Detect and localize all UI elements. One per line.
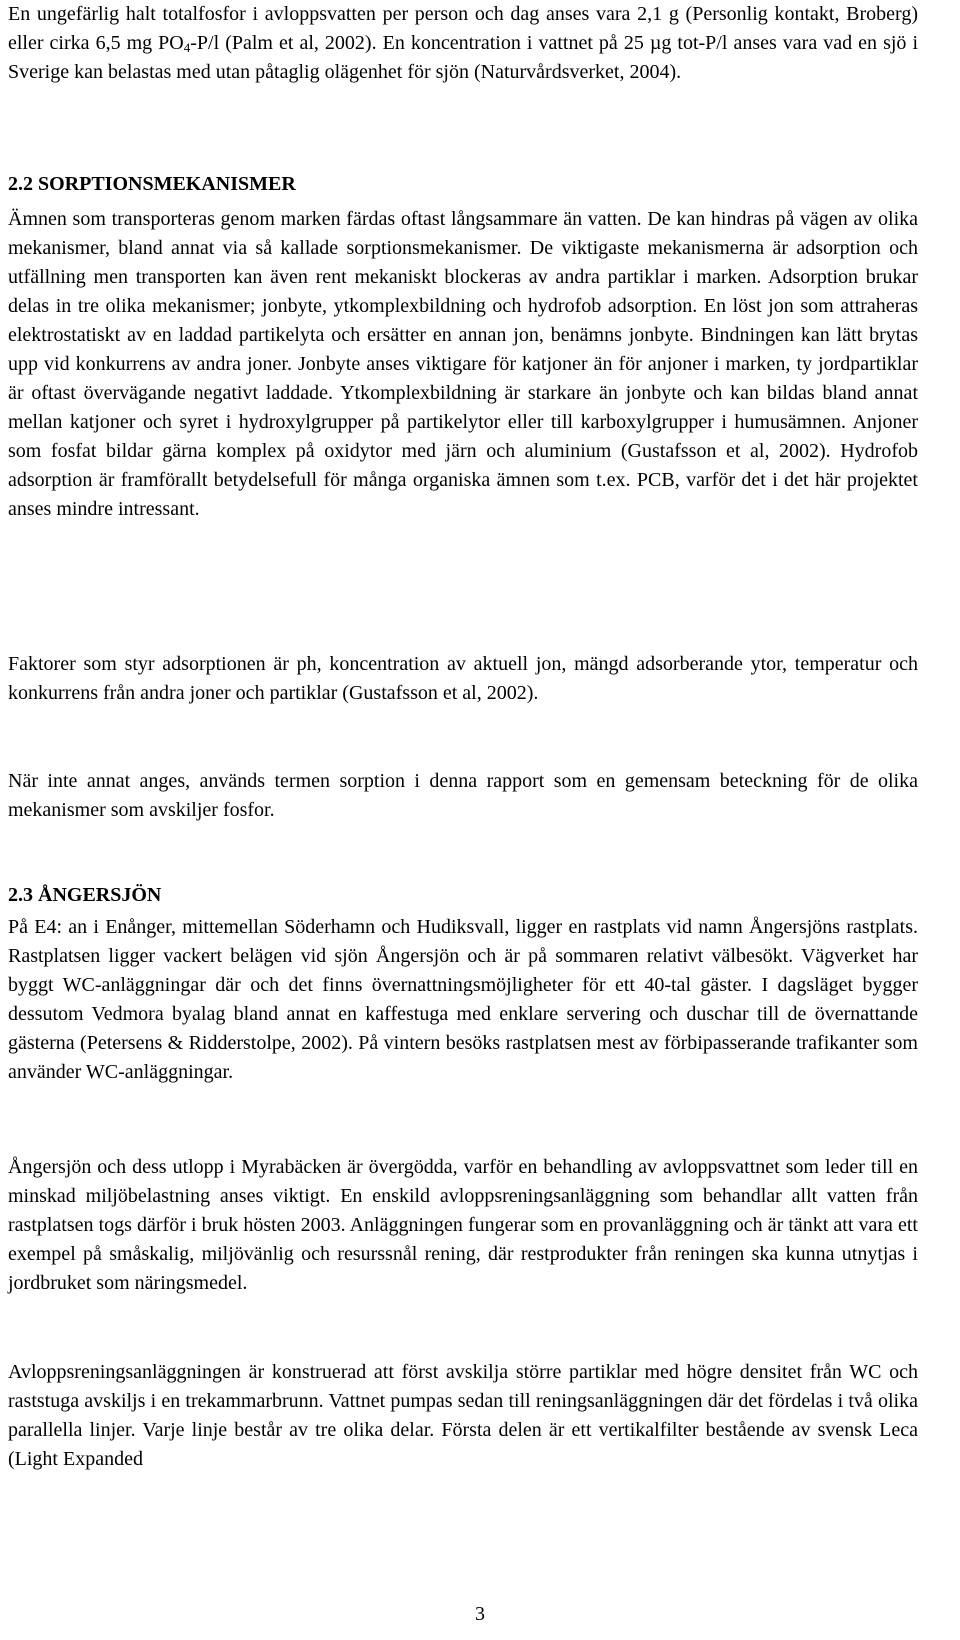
intro-text-part1: En ungefärlig halt totalfosfor i avloppsvatten per person och dag anses vara 2,1 g (Personlig kontakt, Broberg) eller cirka 6,5 mg PO bbox=[8, 3, 918, 54]
paragraph-sorptionsmekanismer: Ämnen som transporteras genom marken färdas oftast långsammare än vatten. De kan hindras på vägen av olika mekanismer, bland annat via så kallade sorptionsmekanismer. De viktigaste mekanismerna är adsorption och utfällning men transporten kan även rent mekaniskt blockeras av andra partiklar i marken. Adsorption brukar delas in tre olika mekanismer; jonbyte, ytkomplexbildning och hydrofob adsorption. En löst jon som attraheras elektrostatiskt av en laddad partikelyta och ersätter en annan jon, benämns jonbyte. Bindningen kan lätt brytas upp vid konkurrens av andra joner. Jonbyte anses viktigare för katjoner än för anjoner i marken, ty jordpartiklar är oftast övervägande negativt laddade. Ytkomplexbildning är starkare än jonbyte och kan bildas bland annat mellan katjoner och syret i hydroxylgrupper på partikelytor eller till karboxylgrupper i humusämnen. Anjoner som fosfat bildar gärna komplex på oxidytor med järn och aluminium (Gustafsson et al, 2002). Hydrofob adsorption är framförallt betydelsefull för många organiska ämnen som t.ex. PCB, varför det i det här projektet anses mindre intressant. bbox=[8, 208, 918, 520]
paragraph-faktorer: Faktorer som styr adsorptionen är ph, koncentration av aktuell jon, mängd adsorberande ytor, temperatur och konkurrens från andra joner och partiklar (Gustafsson et al, 2002). bbox=[8, 653, 918, 704]
paragraph-overgodda: Ångersjön och dess utlopp i Myrabäcken är övergödda, varför en behandling av avloppsvattnet som leder till en minskad miljöbelastning anses viktigt. En enskild avloppsreningsanläggning som behandlar allt vatten från rastplatsen togs därför i bruk hösten 2003. Anläggningen fungerar som en provanläggning och är tänkt att vara ett exempel på småskalig, miljövänlig och resurssnål rening, där restprodukter från reningen ska kunna utnytjas i jordbruket som näringsmedel. bbox=[8, 1156, 918, 1294]
intro-text-part2: -P/l (Palm et al, 2002). En koncentration i vattnet på 25 µg tot-P/l anses vara vad en sjö i Sverige kan belastas med utan påtaglig olägenhet för sjön (Naturvårdsverket, 2004). bbox=[8, 32, 919, 83]
section-heading-sorptionsmekanismer: 2.2 SORPTIONSMEKANISMER bbox=[8, 173, 296, 195]
section-heading-angersjon: 2.3 ÅNGERSJÖN bbox=[8, 884, 162, 906]
paragraph-avloppsreningsanlaggning: Avloppsreningsanläggningen är konstruerad att först avskilja större partiklar med högre densitet från WC och raststuga avskiljs i en trekammarbrunn. Vattnet pumpas sedan till reningsanläggningen där det fördelas i två olika parallella linjer. Varje linje består av tre olika delar. Första delen är ett vertikalfilter bestående av svensk Leca (Light Expanded bbox=[8, 1361, 918, 1470]
paragraph-sorption-term: När inte annat anges, används termen sorption i denna rapport som en gemensam beteckning för de olika mekanismer som avskiljer fosfor. bbox=[8, 770, 918, 821]
intro-subscript: 4 bbox=[183, 40, 191, 55]
intro-paragraph bbox=[8, 0, 918, 87]
paragraph-rastplats: På E4: an i Enånger, mittemellan Söderhamn och Hudiksvall, ligger en rastplats vid namn Ångersjöns rastplats. Rastplatsen ligger vackert belägen vid sjön Ångersjön och är på sommaren relativt välbesökt. Vägverket har byggt WC-anläggningar där och det finns övernattningsmöjligheter för ett 40-tal gäster. I dagsläget bygger dessutom Vedmora byalag bland annat en kaffestuga med enklare servering och duschar till de övernattande gästerna (Petersens & Ridderstolpe, 2002). På vintern besöks rastplatsen mest av förbipasserande trafikanter som använder WC-anläggningar. bbox=[8, 916, 918, 1083]
page-number: 3 bbox=[475, 1603, 485, 1625]
